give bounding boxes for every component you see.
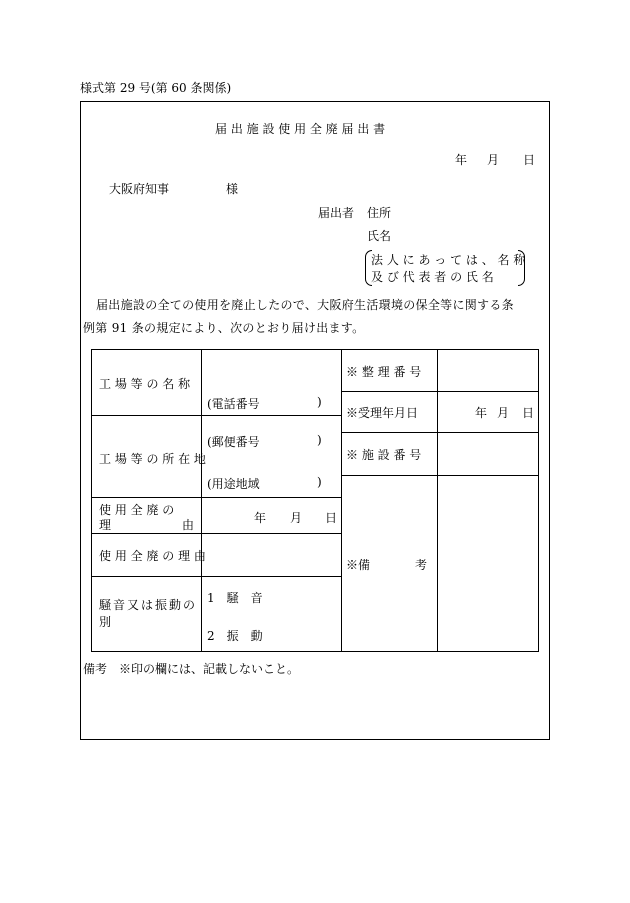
corporate-note-line1: 法 人 に あ っ て は 、 名 称 — [371, 253, 526, 267]
date-year: 年 — [455, 153, 468, 167]
abolition-date-label-line2-a: 理 — [99, 518, 112, 532]
ref-number-label: ※ 整 理 番 号 — [346, 365, 422, 379]
abolition-reason-label: 使 用 全 廃 の 理 由 — [99, 549, 206, 563]
factory-location-label: 工 場 等 の 所 在 地 — [99, 452, 206, 466]
postal-close-paren: ) — [317, 433, 322, 447]
form-title: 届 出 施 設 使 用 全 廃 届 出 書 — [215, 122, 386, 136]
zoning-close-paren: ) — [317, 475, 322, 489]
date-month: 月 — [487, 153, 500, 167]
received-date-day: 日 — [522, 406, 535, 420]
addressee-honorific: 様 — [226, 182, 239, 196]
date-day: 日 — [523, 153, 536, 167]
abolition-date-label-line2-b: 由 — [182, 518, 195, 532]
remarks-label-b: 考 — [415, 558, 428, 572]
remarks-label-a: ※備 — [346, 558, 371, 572]
received-date-year: 年 — [475, 406, 488, 420]
addressee-name: 大阪府知事 — [109, 182, 170, 196]
noise-vibration-label-line2: 別 — [99, 615, 112, 629]
phone-close-paren: ) — [317, 395, 322, 409]
received-date-label: ※受理年月日 — [346, 406, 419, 420]
footnote: 備考 ※印の欄には、記載しないこと。 — [83, 662, 300, 676]
notifier-label: 届出者 — [318, 206, 355, 220]
abolition-date-year: 年 — [254, 511, 267, 525]
facility-number-label: ※ 施 設 番 号 — [346, 448, 422, 462]
body-text-line1: 届出施設の全ての使用を廃止したので、大阪府生活環境の保全等に関する条 — [96, 298, 514, 312]
factory-name-label: 工 場 等 の 名 称 — [99, 377, 191, 391]
name-label: 氏名 — [367, 229, 392, 243]
abolition-date-month: 月 — [290, 511, 303, 525]
phone-label: (電話番号 — [207, 397, 260, 411]
corporate-note-line2: 及 び 代 表 者 の 氏 名 — [371, 270, 494, 284]
option-noise: 1 騒 音 — [207, 591, 263, 605]
address-label: 住所 — [367, 206, 392, 220]
option-vibration: 2 振 動 — [207, 629, 263, 643]
abolition-date-day: 日 — [325, 511, 338, 525]
noise-vibration-label-line1: 騒音又は振動の — [99, 598, 198, 612]
zoning-label: (用途地域 — [207, 477, 260, 491]
postal-label: (郵便番号 — [207, 435, 260, 449]
abolition-date-label-line1: 使 用 全 廃 の — [99, 503, 175, 517]
corporate-note-bracket — [365, 250, 525, 286]
form-number: 様式第 29 号(第 60 条関係) — [80, 81, 232, 95]
body-text-line2: 例第 91 条の規定により、次のとおり届け出ます。 — [83, 321, 365, 335]
received-date-month: 月 — [497, 406, 510, 420]
